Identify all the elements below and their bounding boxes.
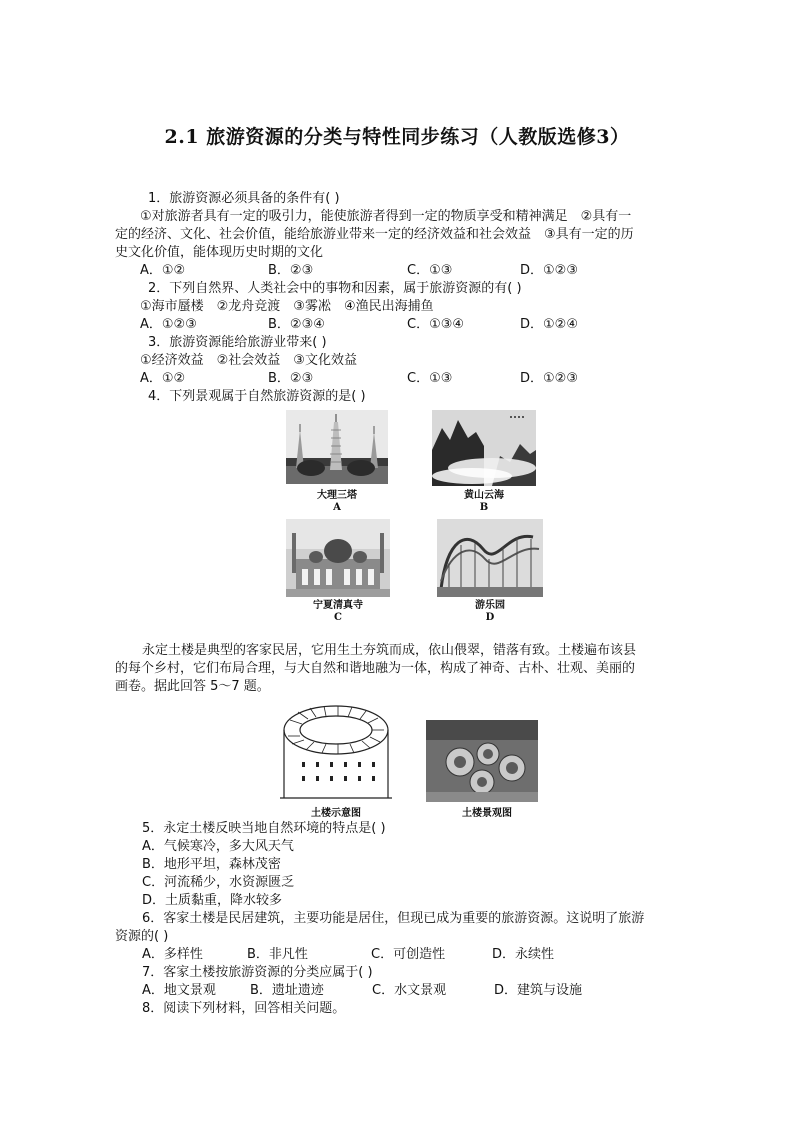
- page-title: 2.1 旅游资源的分类与特性同步练习（人教版选修3）: [164, 126, 630, 148]
- amusement-park-photo: [437, 519, 543, 597]
- question-1-text-line-2: 定的经济、文化、社会价值，能给旅游业带来一定的经济效益和社会效益 ③具有一定的历: [115, 227, 634, 242]
- image-a-letter: A: [333, 502, 341, 513]
- question-2-stem: 2．下列自然界、人类社会中的事物和因素，属于旅游资源的有( ): [148, 281, 522, 296]
- image-d-caption: 游乐园: [475, 600, 505, 611]
- question-2-option-c: C．①③④: [407, 317, 465, 332]
- question-1-text-line-3: 史文化价值，能体现历史时期的文化: [115, 245, 324, 260]
- image-c-letter: C: [334, 612, 342, 623]
- question-3-option-d: D．①②③: [520, 371, 578, 386]
- image-b-letter: B: [479, 502, 489, 513]
- question-7-option-d: D．建筑与设施: [494, 983, 583, 998]
- tulou-diagram-caption: 土楼示意图: [311, 808, 361, 819]
- question-5-option-a: A．气候寒冷，多大风天气: [142, 839, 294, 854]
- question-3-stem: 3．旅游资源能给旅游业带来( ): [148, 335, 327, 350]
- question-5-option-d: D．土质黏重，降水较多: [142, 893, 283, 908]
- question-6-stem-line-2: 资源的( ): [115, 929, 169, 944]
- image-a-caption: 大理三塔: [317, 490, 357, 501]
- question-6-option-d: D．永续性: [492, 947, 555, 962]
- question-1-option-d: D．①②③: [520, 263, 578, 278]
- question-5-stem: 5．永定土楼反映当地自然环境的特点是( ): [142, 821, 386, 836]
- question-3-option-b: B．②③: [268, 371, 314, 386]
- question-4-stem: 4．下列景观属于自然旅游资源的是( ): [148, 389, 366, 404]
- question-8-stem: 8．阅读下列材料，回答相关问题。: [142, 1001, 346, 1016]
- question-2-option-d: D．①②④: [520, 317, 578, 332]
- question-1-text-line-1: ①对旅游者具有一定的吸引力，能使旅游者得到一定的物质享受和精神满足 ②具有一: [140, 209, 632, 224]
- question-6-option-c: C．可创造性: [371, 947, 446, 962]
- question-1-option-b: B．②③: [268, 263, 314, 278]
- question-1-option-a: A．①②: [140, 263, 186, 278]
- question-6-stem-line-1: 6．客家土楼是民居建筑，主要功能是居住，但现已成为重要的旅游资源。这说明了旅游: [142, 911, 645, 926]
- huangshan-clouds-photo: [432, 410, 536, 486]
- question-3-option-a: A．①②: [140, 371, 186, 386]
- question-3-option-c: C．①③: [407, 371, 453, 386]
- image-b-caption: 黄山云海: [464, 490, 504, 501]
- question-5-option-c: C．河流稀少，水资源匮乏: [142, 875, 295, 890]
- question-2-items: ①海市蜃楼 ②龙舟竞渡 ③雾凇 ④渔民出海捕鱼: [140, 299, 434, 314]
- question-1-option-c: C．①③: [407, 263, 453, 278]
- question-3-items: ①经济效益 ②社会效益 ③文化效益: [140, 353, 357, 368]
- question-7-stem: 7．客家土楼按旅游资源的分类应属于( ): [142, 965, 373, 980]
- dali-pagodas-photo: [286, 410, 388, 484]
- image-d-letter: D: [485, 612, 495, 623]
- question-1-stem: 1．旅游资源必须具备的条件有( ): [148, 191, 340, 206]
- question-2-option-a: A．①②③: [140, 317, 197, 332]
- passage-line-3: 画卷。据此回答 5～7 题。: [115, 679, 270, 694]
- tulou-landscape-photo: [426, 720, 538, 802]
- question-5-option-b: B．地形平坦，森林茂密: [142, 857, 281, 872]
- question-6-option-b: B．非凡性: [247, 947, 308, 962]
- tulou-landscape-caption: 土楼景观图: [462, 808, 512, 819]
- question-7-option-c: C．水文景观: [372, 983, 447, 998]
- passage-line-1: 永定土楼是典型的客家民居，它用生土夯筑而成，依山偎翠，错落有致。土楼遍布该县: [142, 643, 637, 658]
- ningxia-mosque-photo: [286, 519, 390, 597]
- passage-line-2: 的每个乡村，它们布局合理，与大自然和谐地融为一体，构成了神奇、古朴、壮观、美丽的: [115, 661, 636, 676]
- question-7-option-b: B．遗址遗迹: [250, 983, 324, 998]
- tulou-diagram: [280, 700, 392, 804]
- question-2-option-b: B．②③④: [268, 317, 325, 332]
- question-6-option-a: A．多样性: [142, 947, 203, 962]
- question-7-option-a: A．地文景观: [142, 983, 216, 998]
- image-c-caption: 宁夏清真寺: [313, 600, 363, 611]
